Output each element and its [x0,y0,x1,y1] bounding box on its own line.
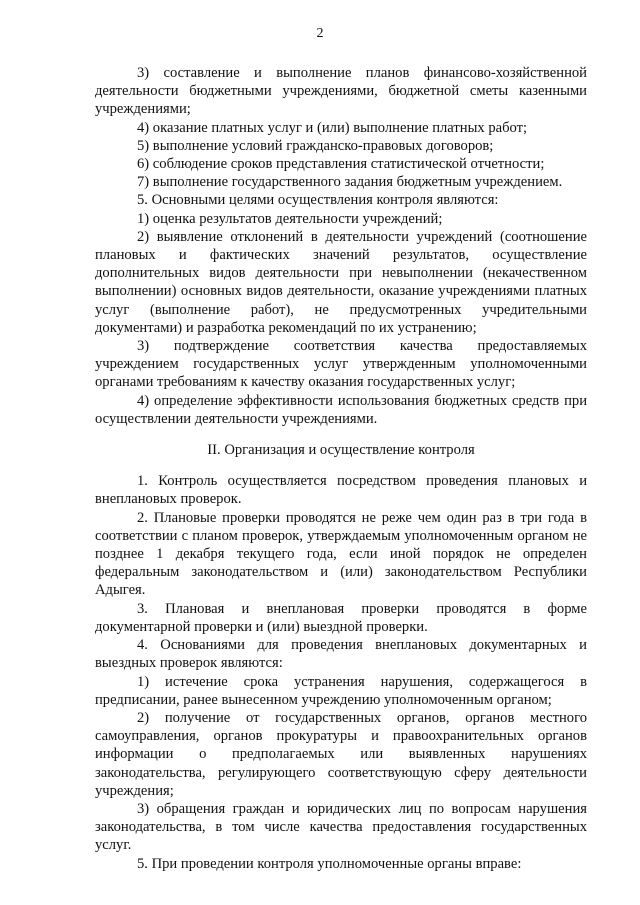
paragraph-item-7-state-assignment: 7) выполнение государственного задания бюджетным учреждением. [137,174,563,191]
paragraph-5-control-goals: 5. Основными целями осуществления контроля являются: [137,192,499,209]
page-number: 2 [316,26,324,41]
paragraph-goal-4-efficiency: 4) определение эффективности использования бюджетных средств при осуществлении деятельности учреждениями. [95,392,587,427]
paragraph-ground-2-information: 2) получение от государственных органов, органов местного самоуправления, органов прокуратуры и правоохранительных органов информации о предполагаемых или выявленных нарушениях законодательства, регулирующего соответствующую сферу деятельности учреждения; [95,709,587,799]
paragraph-2-planned-inspections: 2. Плановые проверки проводятся не реже чем один раз в три года в соответствии с планом проверок, утверждаемым уполномоченным органом не позднее 1 декабря текущего года, если иной порядок не определен федеральным законодательством и (или) законодательством Республики Адыгея. [95,509,587,599]
paragraph-goal-3-quality: 3) подтверждение соответствия качества предоставляемых учреждением государственных услуг утвержденным уполномоченными органами требованиям к качеству оказания государственных услуг; [95,338,587,391]
paragraph-3-inspection-forms: 3. Плановая и внеплановая проверки проводятся в форме документарной проверки и (или) выездной проверки. [95,600,587,635]
paragraph-goal-1-evaluation: 1) оценка результатов деятельности учреждений; [137,210,443,227]
paragraph-ground-3-appeals: 3) обращения граждан и юридических лиц по вопросам нарушения законодательства, в том числе качества предоставления государственных услуг. [95,800,587,854]
paragraph-5-control-rights: 5. При проведении контроля уполномоченные органы вправе: [137,855,522,872]
paragraph-1-control-method: 1. Контроль осуществляется посредством проведения плановых и внеплановых проверок. [95,473,587,508]
paragraph-item-4-paid-services: 4) оказание платных услуг и (или) выполнение платных работ; [137,119,528,136]
section-heading: II. Организация и осуществление контроля [207,442,475,459]
paragraph-ground-1-deadline-expiry: 1) истечение срока устранения нарушения, содержащегося в предписании, ранее вынесенном учреждению уполномоченным органом; [95,673,587,708]
paragraph-item-6-statistics-deadlines: 6) соблюдение сроков представления статистической отчетности; [137,156,545,173]
document-body [95,64,587,873]
paragraph-goal-2-deviations: 2) выявление отклонений в деятельности учреждений (соотношение плановых и фактических значений результатов, осуществление дополнительных видов деятельности при невыполнении (некачественном выполнении) основных видов деятельности, оказание учреждениями платных услуг (выполнение работ), не предусмотренных учредительными документами) и разработка рекомендаций по их устранению; [95,228,587,336]
paragraph-item-5-civil-contracts: 5) выполнение условий гражданско-правовых договоров; [137,137,494,154]
paragraph-item-3-plans: 3) составление и выполнение планов финансово-хозяйственной деятельности бюджетными учреждениями, бюджетной сметы казенными учреждениями; [95,65,587,118]
paragraph-4-unscheduled-grounds: 4. Основаниями для проведения внеплановых документарных и выездных проверок являются: [95,637,587,672]
